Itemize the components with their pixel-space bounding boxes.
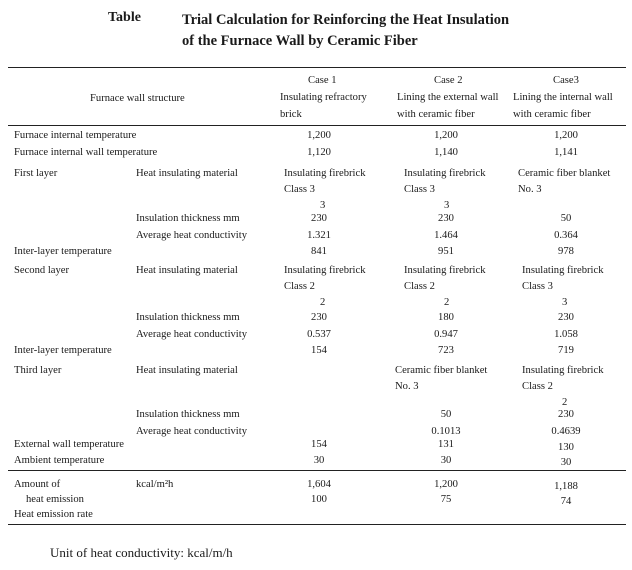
c1-l2-material-name: Insulating firebrick [284,265,366,276]
label-external-wall-temp: External wall temperature [14,439,125,450]
table-label: Table [108,10,141,25]
label-furnace-wall-temp: Furnace internal wall temperature [14,147,158,158]
label-unit-kcal: kcal/m²h [136,479,174,490]
header-structure: Furnace wall structure [90,93,185,104]
label-inter2-temp: Inter-layer temperature [14,345,112,356]
table-title [0,8,632,54]
c3-l1-material-name: Ceramic fiber blanket [518,168,611,179]
label-third-layer: Third layer [14,365,62,376]
c1-l2-material-class: Class 2 [284,281,315,292]
c2-l2-conductivity: 0.947 [434,329,458,340]
label-heat-emission: heat emission [26,494,84,505]
c2-l3-material [395,363,487,395]
c2-l1-material-no: 3 [444,200,450,211]
c1-l2-conductivity: 0.537 [307,329,331,340]
caption-line-2: of the Furnace Wall by Ceramic Fiber [182,33,418,49]
case1-desc-1: Insulating refractory [280,92,367,103]
c1-inter1-temp: 841 [311,246,327,257]
c1-heat-emission-rate: 100 [311,494,327,505]
c2-l1-material-class: Class 3 [404,184,435,195]
c3-external-wall-temp: 130 [558,442,574,453]
label-inter1-temp: Inter-layer temperature [14,246,112,257]
c3-furnace-internal-temp: 1,200 [554,130,578,141]
c3-l2-thickness: 230 [558,312,574,323]
label-l3-thickness: Insulation thickness mm [136,409,240,420]
c1-l1-material-no: 3 [320,200,326,211]
label-l2-thickness: Insulation thickness mm [136,312,240,323]
c3-l2-material [522,263,604,311]
c1-furnace-internal-temp: 1,200 [307,130,331,141]
c3-heat-emission: 1,188 [554,481,578,492]
header-case1 [280,72,370,123]
c2-furnace-wall-temp: 1,140 [434,147,458,158]
unit-footnote: Unit of heat conductivity: kcal/m/h [50,545,233,560]
c3-inter1-temp: 978 [558,246,574,257]
c3-l3-material-name: Insulating firebrick [522,365,604,376]
c3-l3-material-class: Class 2 [522,381,553,392]
c1-ambient-temp: 30 [313,455,325,466]
c3-inter2-temp: 719 [558,345,574,356]
case2-desc-1: Lining the external wall [397,92,499,103]
c2-l2-material-no: 2 [444,297,450,308]
c1-external-wall-temp: 154 [311,439,327,450]
c3-l2-material-name: Insulating firebrick [522,265,604,276]
header-rule [8,125,626,126]
c2-l3-thickness: 50 [440,409,452,420]
label-l3-material: Heat insulating material [136,365,238,376]
label-second-layer: Second layer [14,265,70,276]
case2-desc-2: with ceramic fiber [397,109,475,120]
case3-desc-1: Lining the internal wall [513,92,613,103]
c3-l1-material [518,166,610,198]
c2-l2-material [404,263,486,311]
bottom-rule [8,524,626,525]
c3-l1-thickness: 50 [560,213,572,224]
c2-inter1-temp: 951 [438,246,454,257]
c2-l2-material-class: Class 2 [404,281,435,292]
case2-title: Case 2 [434,75,463,86]
c3-l3-thickness: 230 [558,409,574,420]
c3-l3-material-no: 2 [562,397,568,408]
c1-l1-thickness: 230 [311,213,327,224]
c2-l1-conductivity: 1.464 [434,230,458,241]
c2-heat-emission-rate: 75 [440,494,452,505]
c1-inter2-temp: 154 [311,345,327,356]
c2-l1-material-name: Insulating firebrick [404,168,486,179]
table-caption [182,10,509,52]
c2-l3-material-name: Ceramic fiber blanket [395,365,488,376]
label-heat-emission-rate: Heat emission rate [14,509,93,520]
c3-heat-emission-rate: 74 [560,496,572,507]
case3-title: Case3 [553,75,579,86]
c1-l2-material [284,263,366,311]
caption-line-1: Trial Calculation for Reinforcing the Heat Insulation [182,12,510,28]
c1-l1-material-name: Insulating firebrick [284,168,366,179]
case1-title: Case 1 [308,75,337,86]
c2-ambient-temp: 30 [440,455,452,466]
case3-desc-2: with ceramic fiber [513,109,591,120]
header-case3 [513,72,613,123]
c3-l1-conductivity: 0.364 [554,230,578,241]
label-l3-conductivity: Average heat conductivity [136,426,247,437]
c1-l2-thickness: 230 [311,312,327,323]
c2-heat-emission: 1,200 [434,479,458,490]
c2-l3-conductivity: 0.1013 [431,426,461,437]
label-amount-of: Amount of [14,479,61,490]
c2-l2-material-name: Insulating firebrick [404,265,486,276]
c1-l2-material-no: 2 [320,297,326,308]
c1-l1-material [284,166,366,214]
c2-external-wall-temp: 131 [438,439,454,450]
c1-l1-material-class: Class 3 [284,184,315,195]
c3-l1-material-class: No. 3 [518,184,542,195]
case1-desc-2: brick [280,109,302,120]
top-rule [8,67,626,68]
c2-l3-material-class: No. 3 [395,381,419,392]
c3-l3-material [522,363,604,411]
c1-l1-conductivity: 1.321 [307,230,331,241]
label-first-layer: First layer [14,168,58,179]
c3-l2-conductivity: 1.058 [554,329,578,340]
c3-l3-conductivity: 0.4639 [551,426,581,437]
c1-heat-emission: 1,604 [307,479,331,490]
c3-l2-material-no: 3 [562,297,568,308]
c1-furnace-wall-temp: 1,120 [307,147,331,158]
label-l1-thickness: Insulation thickness mm [136,213,240,224]
c3-furnace-wall-temp: 1,141 [554,147,578,158]
label-l1-material: Heat insulating material [136,168,238,179]
c2-l2-thickness: 180 [438,312,454,323]
label-l2-material: Heat insulating material [136,265,238,276]
label-furnace-internal-temp: Furnace internal temperature [14,130,137,141]
c3-l2-material-class: Class 3 [522,281,553,292]
label-l2-conductivity: Average heat conductivity [136,329,247,340]
label-ambient-temp: Ambient temperature [14,455,105,466]
c3-ambient-temp: 30 [560,457,572,468]
header-case2 [397,72,499,123]
c2-furnace-internal-temp: 1,200 [434,130,458,141]
c2-l1-material [404,166,486,214]
c2-inter2-temp: 723 [438,345,454,356]
c2-l1-thickness: 230 [438,213,454,224]
label-l1-conductivity: Average heat conductivity [136,230,247,241]
